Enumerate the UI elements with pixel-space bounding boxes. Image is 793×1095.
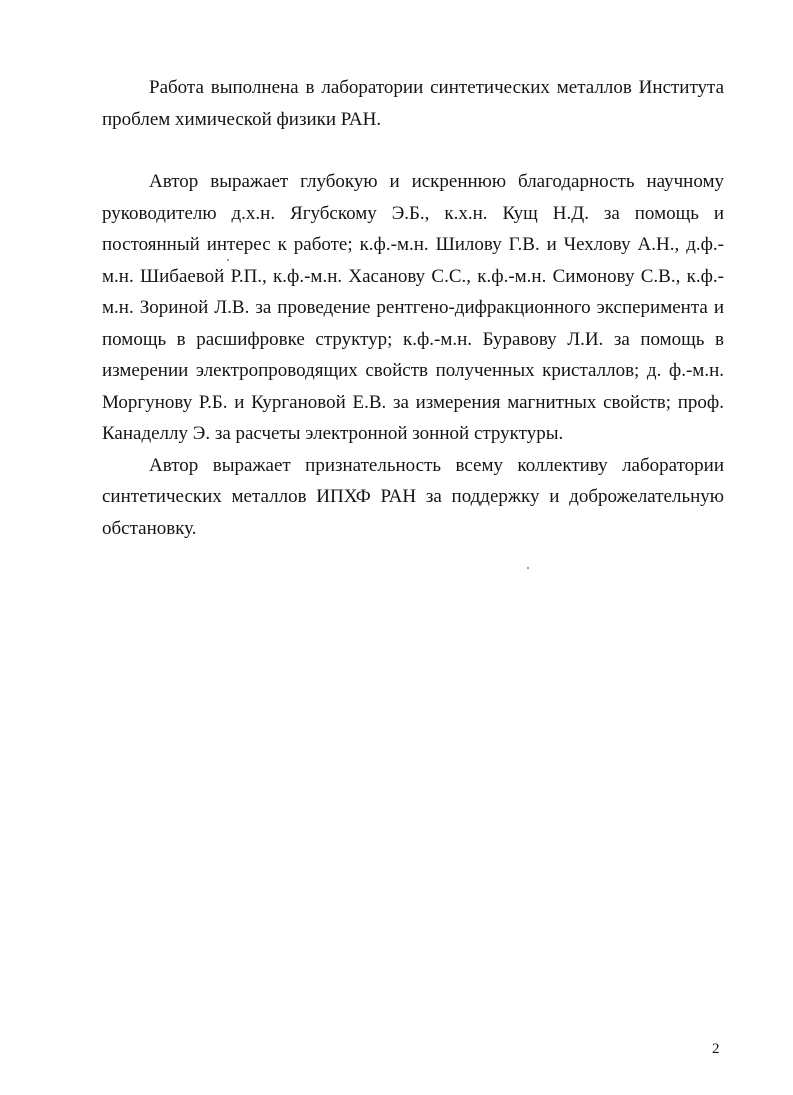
text-block-lab: [102, 72, 724, 135]
scan-speck: [227, 259, 229, 261]
paragraph-gratitude-lab: Автор выражает признательность всему коллективу лаборатории синтетических металлов ИПХФ РАН за поддержку и доброжелательную обстановку.: [102, 454, 724, 539]
page-number: 2: [712, 1041, 720, 1057]
text-block-acknowledgements: [102, 166, 724, 544]
scan-speck: [527, 567, 529, 569]
paragraph-acknowledgements: Автор выражает глубокую и искреннюю благодарность научному руководителю д.х.н. Ягубскому Э.Б., к.х.н. Кущ Н.Д. за помощь и постоянный интерес к работе; к.ф.-м.н. Шилову Г.В. и Чехлову А.Н., д.ф.-м.н. Шибаевой Р.П., к.ф.-м.н. Хасанову С.С., к.ф.-м.н. Симонову С.В., к.ф.-м.н. Зориной Л.В. за проведение рентгено-дифракционного эксперимента и помощь в расшифровке структур; к.ф.-м.н. Буравову Л.И. за помощь в измерении электропроводящих свойств полученных кристаллов; д. ф.-м.н. Моргунову Р.Б. и Кургановой Е.В. за измерения магнитных свойств; проф. Канаделлу Э. за расчеты электронной зонной структуры.: [102, 171, 724, 444]
paragraph-affiliation: Работа выполнена в лаборатории синтетических металлов Института проблем химической физики РАН.: [102, 77, 724, 130]
